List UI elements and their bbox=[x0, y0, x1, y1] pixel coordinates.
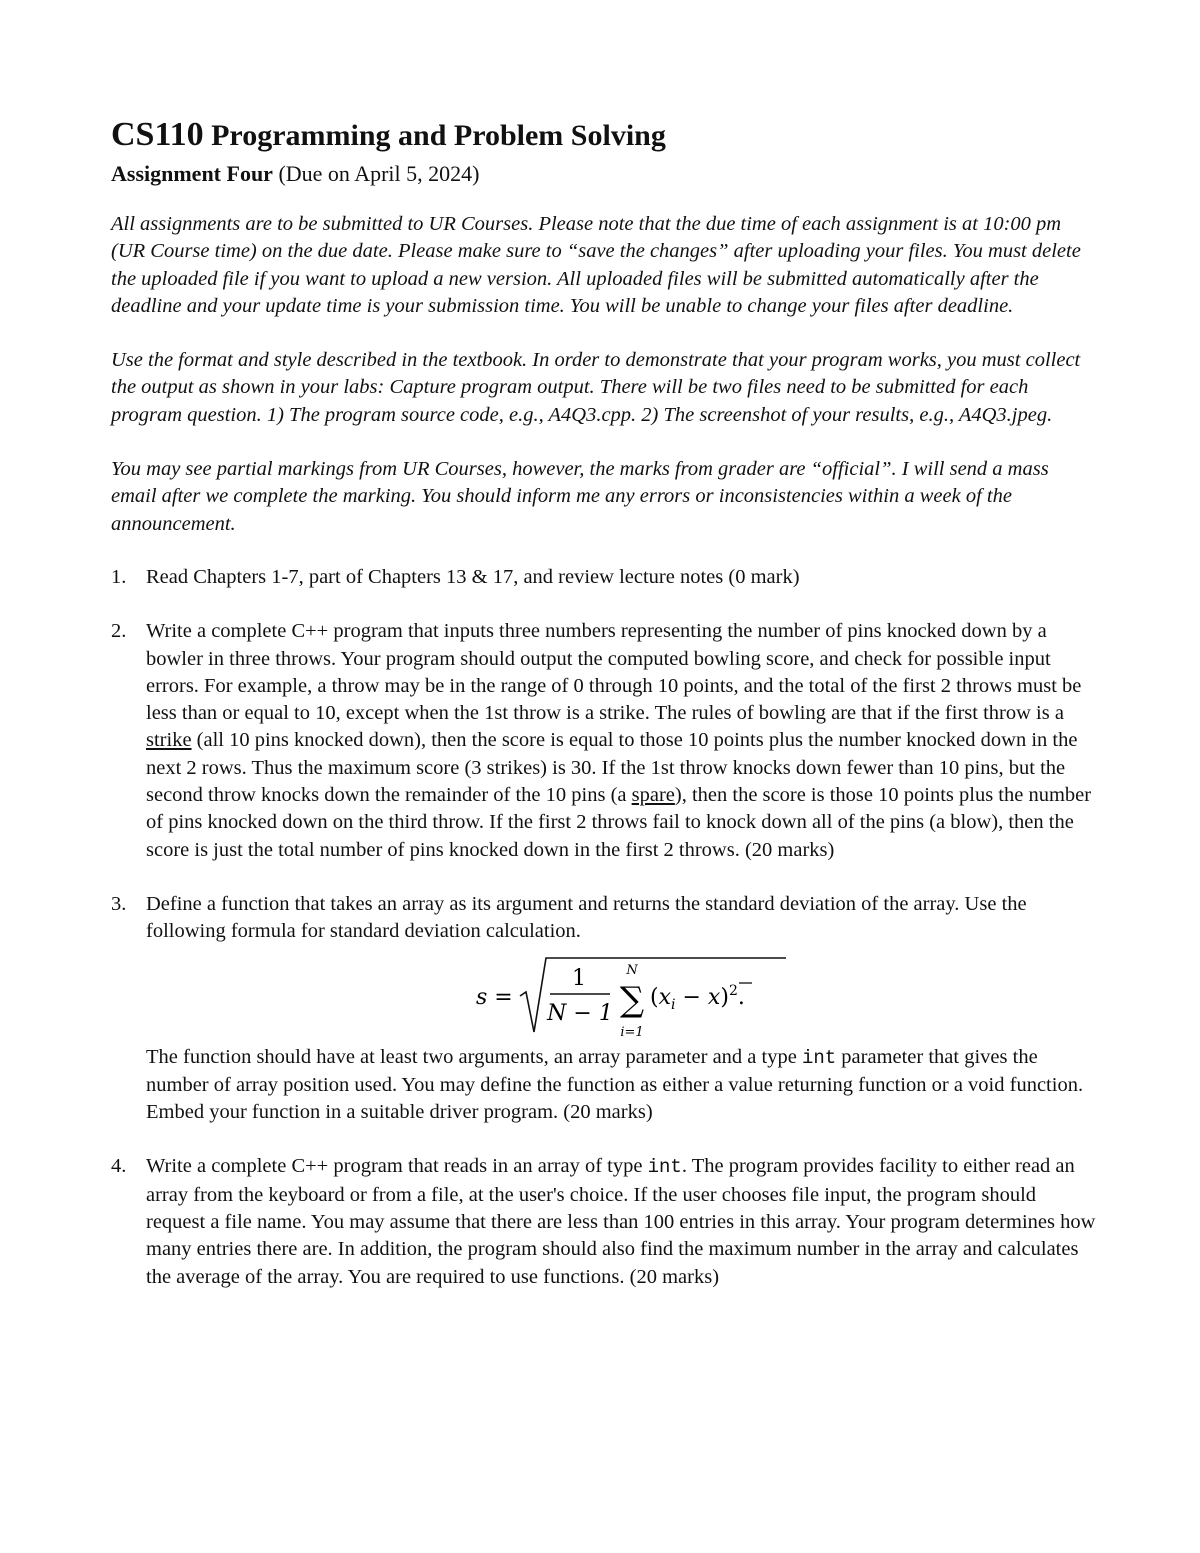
term-x: x bbox=[658, 984, 672, 1010]
due-date: (Due on April 5, 2024) bbox=[278, 161, 480, 186]
question-number: 2. bbox=[111, 620, 127, 643]
format-instructions: Use the format and style described in the textbook. In order to demonstrate that your program works, you must collect the output as shown in your labs: Capture program output. There will be two files need to be submitted for each program question. 1) The program source code, e.g., A4Q3.cpp. 2) The screenshot of your results, e.g., A4Q3.jpeg. bbox=[111, 349, 1081, 426]
term-subscript: i bbox=[671, 996, 676, 1013]
formula-lhs: s = bbox=[476, 984, 513, 1010]
question-1 bbox=[111, 564, 1096, 591]
summation-sign: ∑ bbox=[619, 979, 645, 1020]
page-title bbox=[111, 112, 1096, 159]
term-square: 2 bbox=[728, 982, 738, 999]
question-text: Write a complete C++ program that inputs three numbers representing the number of pins knocked down by a bowler in three throws. Your program should output the computed bowling score, and check for possible input errors. For example, a throw may be in the range of 0 through 10 points, and the total of the first 2 throws must be less than or equal to 10, except when the 1st throw is a strike. The rules of bowling are that if the first throw is a bbox=[146, 620, 1082, 725]
assignment-name: Assignment Four bbox=[111, 161, 273, 186]
assignment-subtitle bbox=[111, 159, 1096, 189]
question-number: 4. bbox=[111, 1155, 127, 1178]
code-int: int bbox=[801, 1046, 837, 1069]
question-text: (all 10 pins knocked down), then the score is equal to those 10 points plus the number knocked down in the next 2 rows. Thus the maximum score (3 strikes) is 30. If the 1st throw knocks down fewer than 10 pins, but the second throw knocks down the remainder of the 10 pins (a bbox=[146, 729, 1078, 807]
term-open: ( bbox=[650, 984, 659, 1010]
sum-lower-limit: i=1 bbox=[620, 1024, 644, 1040]
assignment-document bbox=[111, 112, 1096, 1291]
submission-instructions: All assignments are to be submitted to UR Courses. Please note that the due time of each assignment is at 10:00 pm (UR Course time) on the due date. Please make sure to “save the changes” after uploading your files. You must delete the uploaded file if you want to upload a new version. All uploaded files will be submitted automatically after the deadline and your update time is your submission time. You will be unable to change your files after deadline. bbox=[111, 213, 1081, 317]
question-text: ), then the score is those 10 points plus the number of pins knocked down on the third throw. If the first 2 throws fail to knock down all of the pins (a blow), then the score is just the total number of pins knocked down in the first 2 throws. (20 marks) bbox=[146, 784, 1092, 861]
term-minus: − bbox=[675, 984, 708, 1010]
question-3 bbox=[111, 891, 1096, 1126]
question-number: 1. bbox=[111, 565, 127, 588]
term-strike: strike bbox=[146, 729, 192, 752]
course-code: CS110 bbox=[111, 116, 204, 153]
question-text: Define a function that takes an array as its argument and returns the standard deviation of the array. Use the following formula for standard deviation calculation. bbox=[146, 892, 1027, 943]
question-text: Read Chapters 1-7, part of Chapters 13 & 17, and review lecture notes (0 mark) bbox=[146, 565, 800, 588]
sum-upper-limit: N bbox=[626, 962, 638, 978]
formula-denominator: N − 1 bbox=[547, 1000, 613, 1026]
question-text: parameter that gives the number of array position used. You may define the function as either a value returning function or a void function. Embed your function in a suitable driver program. (20 marks) bbox=[146, 1045, 1084, 1124]
term-end: . bbox=[737, 984, 745, 1010]
question-text: Write a complete C++ program that reads in an array of type bbox=[146, 1155, 648, 1178]
question-2 bbox=[111, 618, 1096, 864]
question-4 bbox=[111, 1153, 1096, 1290]
marking-instructions: You may see partial markings from UR Courses, however, the marks from grader are “official”. I will send a mass email after we complete the marking. You should inform me any errors or inconsistencies within a week of the announcement. bbox=[111, 458, 1049, 535]
formula-term bbox=[650, 983, 745, 1013]
question-text: The function should have at least two arguments, an array parameter and a type bbox=[146, 1045, 802, 1068]
standard-deviation-formula bbox=[476, 952, 816, 1044]
code-int: int bbox=[647, 1156, 682, 1179]
question-list bbox=[111, 564, 1096, 1291]
question-number: 3. bbox=[111, 892, 127, 915]
term-spare: spare bbox=[631, 784, 675, 807]
term-close: ) bbox=[720, 984, 729, 1010]
question-text: . The program provides facility to either read an array from the keyboard or from a file, at the user's choice. If the user chooses file input, the program should request a file name. You may assume that there are less than 100 entries in this array. Your program determines how many entries there are. In addition, the program should also find the maximum number in the array and calculates the average of the array. You are required to use functions. (20 marks) bbox=[146, 1155, 1096, 1288]
course-title: Programming and Problem Solving bbox=[211, 119, 666, 152]
formula-numerator: 1 bbox=[572, 965, 586, 991]
term-xbar: x bbox=[707, 984, 721, 1010]
